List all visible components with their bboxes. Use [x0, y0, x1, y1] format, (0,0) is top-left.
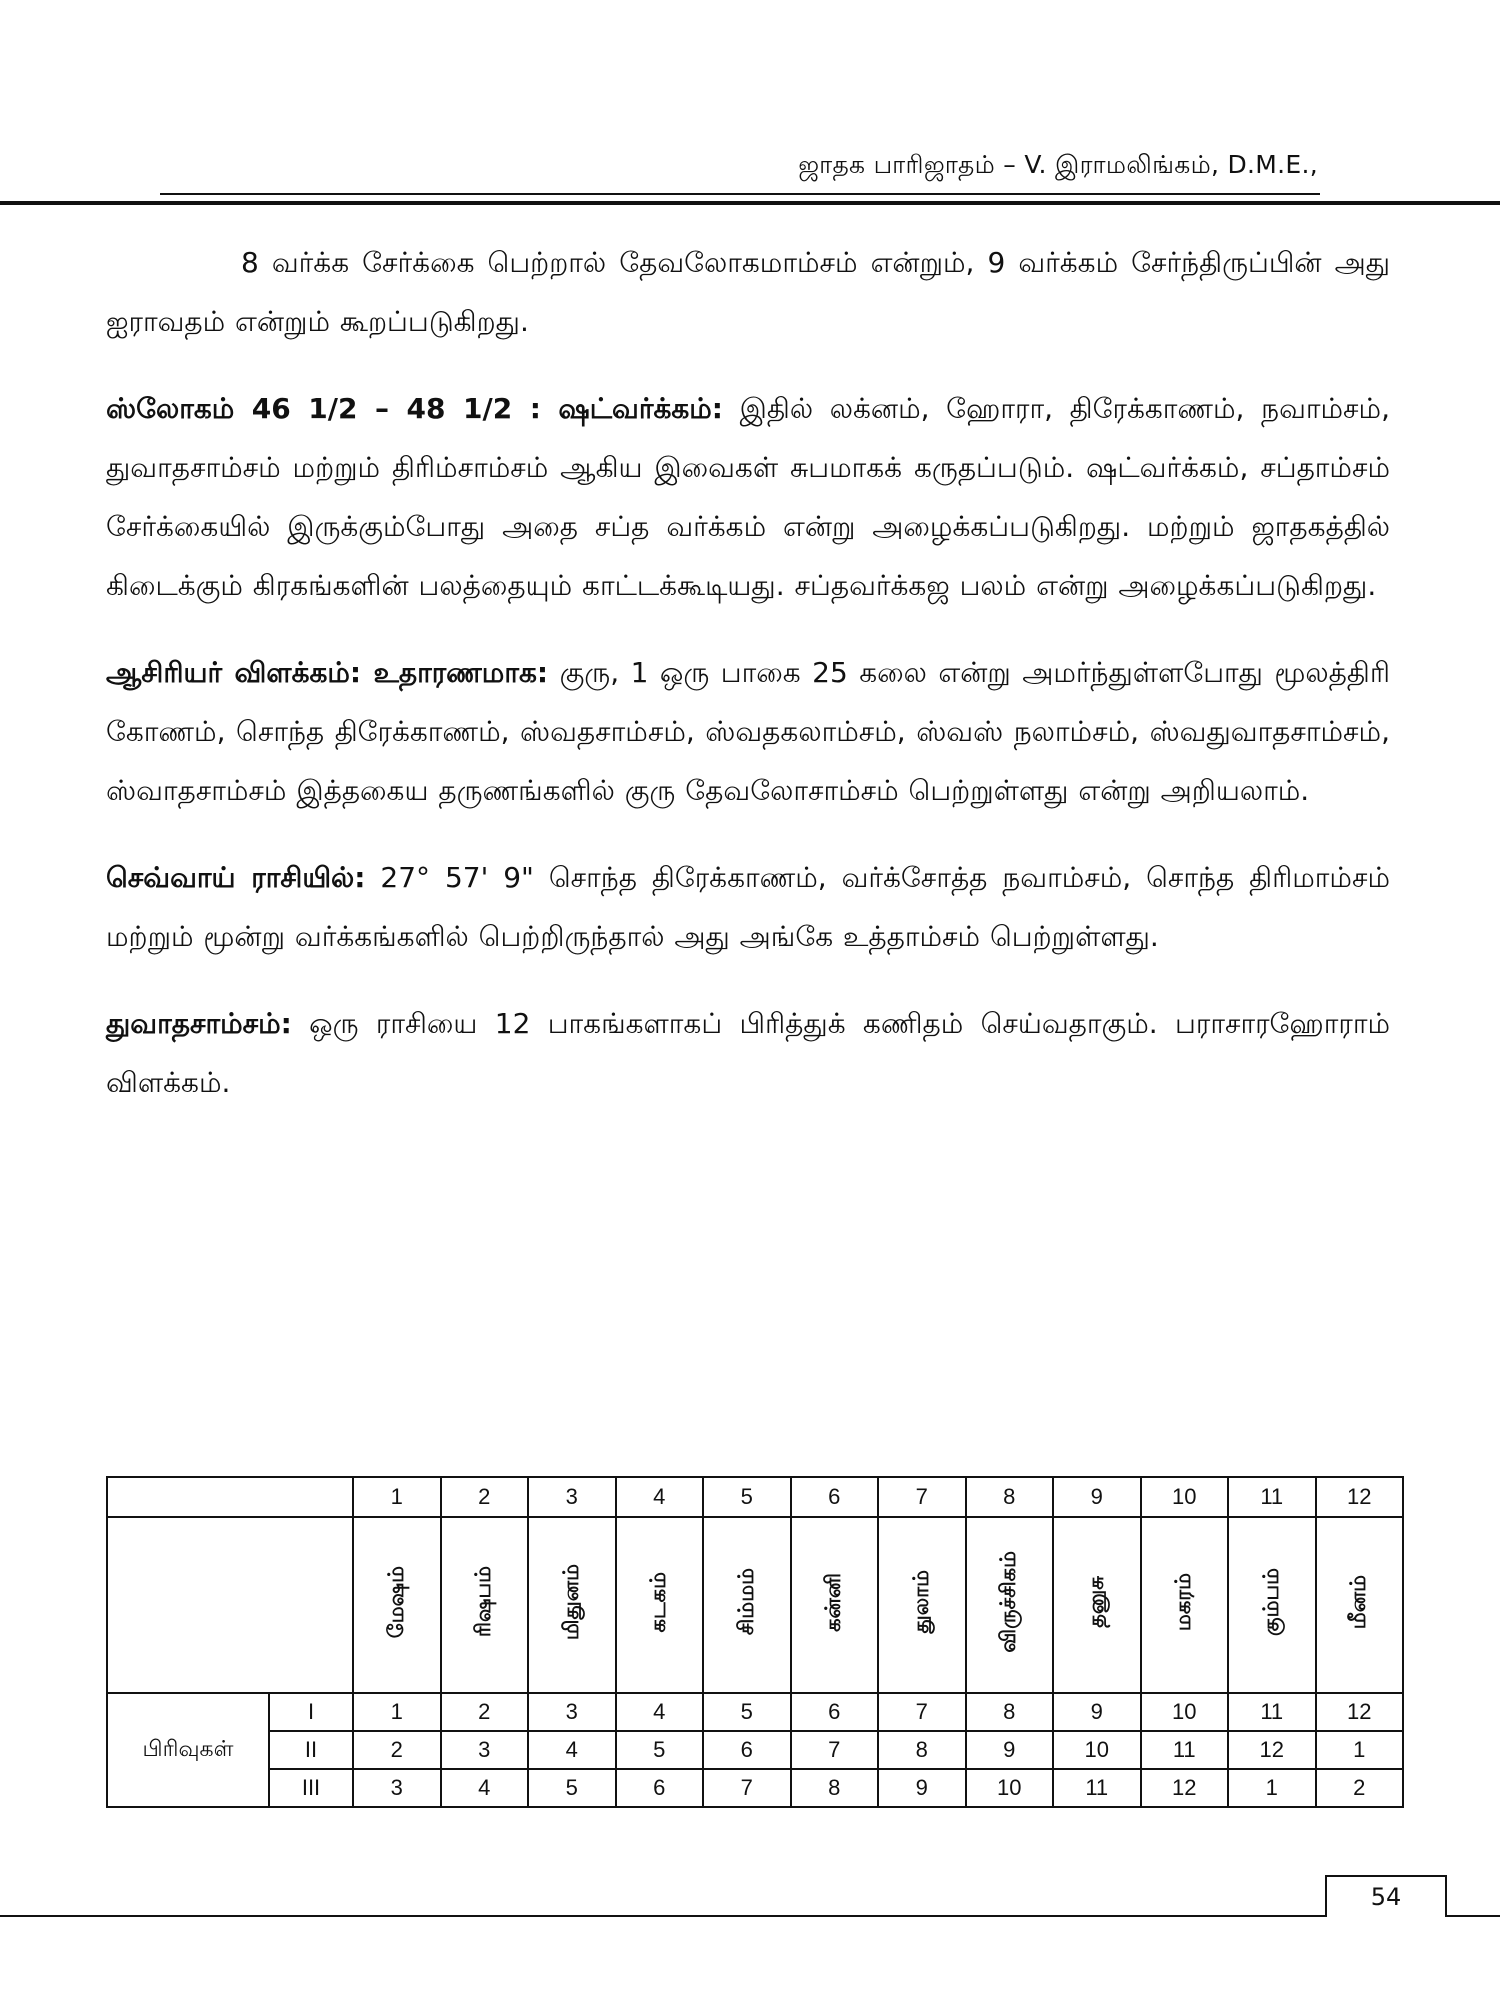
table-cell: 4 — [441, 1769, 529, 1807]
table-cell: 3 — [528, 1693, 616, 1731]
table-cell: 12 — [1228, 1731, 1316, 1769]
table-sign-cell — [878, 1517, 966, 1693]
table-cell: 9 — [966, 1731, 1054, 1769]
table-header-number: 1 — [353, 1477, 441, 1517]
paragraph-3-body: குரு, 1 ஒரு பாகை 25 கலை என்று அமர்ந்துள்ளபோது மூலத்திரி கோணம், சொந்த திரேக்காணம், ஸ்வதசாம்சம், ஸ்வதகலாம்சம், ஸ்வஸ் நலாம்சம், ஸ்வதுவாதசாம்சம், ஸ்வாதசாம்சம் இத்தகைய தருணங்களில் குரு தேவலோசாம்சம் பெற்றுள்ளது என்று அறியலாம். — [106, 656, 1390, 807]
paragraph-1: 8 வர்க்க சேர்க்கை பெற்றால் தேவலோகமாம்சம் என்றும், 9 வர்க்கம் சேர்ந்திருப்பின் அது ஐராவதம் என்றும் கூறப்படுகிறது. — [106, 246, 1390, 338]
table-row-group-label: பிரிவுகள் — [107, 1693, 269, 1807]
table-header-number-row — [107, 1477, 1403, 1517]
table-cell: 8 — [878, 1731, 966, 1769]
table-cell: 11 — [1053, 1769, 1141, 1807]
table-cell: 2 — [353, 1731, 441, 1769]
table-sign-cell — [353, 1517, 441, 1693]
table-cell: 10 — [966, 1769, 1054, 1807]
body-text — [106, 233, 1390, 1140]
table-cell: 8 — [791, 1769, 879, 1807]
header-rule-thick — [0, 201, 1500, 205]
table-blank-cell — [107, 1477, 353, 1517]
table-header-number: 3 — [528, 1477, 616, 1517]
table-division-row — [107, 1769, 1403, 1807]
table-cell: 11 — [1228, 1693, 1316, 1731]
paragraph-3-heading: ஆசிரியர் விளக்கம்: உதாரணமாக: — [106, 656, 549, 689]
table-cell: 7 — [703, 1769, 791, 1807]
table-sign-cell — [1141, 1517, 1229, 1693]
sign-name: மேஷம் — [384, 1565, 408, 1639]
page-number: 54 — [1325, 1875, 1447, 1917]
table-cell: 7 — [791, 1731, 879, 1769]
table-sign-cell — [1228, 1517, 1316, 1693]
table-blank-cell — [107, 1517, 353, 1693]
table-division-row — [107, 1693, 1403, 1731]
table-cell: 6 — [791, 1693, 879, 1731]
table-cell: 1 — [353, 1693, 441, 1731]
table-sign-cell — [791, 1517, 879, 1693]
paragraph-2-heading: ஸ்லோகம் 46 1/2 – 48 1/2 : ஷட்வர்க்கம்: — [106, 392, 723, 425]
table-sign-cell — [1053, 1517, 1141, 1693]
table-header-number: 5 — [703, 1477, 791, 1517]
table-cell: 3 — [441, 1731, 529, 1769]
table-cell: 6 — [703, 1731, 791, 1769]
table-cell: 1 — [1316, 1731, 1404, 1769]
table-cell: 1 — [1228, 1769, 1316, 1807]
table-sign-cell — [1316, 1517, 1404, 1693]
table-cell: 10 — [1053, 1731, 1141, 1769]
table-header-number: 11 — [1228, 1477, 1316, 1517]
table-header-number: 9 — [1053, 1477, 1141, 1517]
sign-name: கன்னி — [822, 1572, 846, 1632]
table-header-number: 8 — [966, 1477, 1054, 1517]
paragraph-5-body: ஒரு ராசியை 12 பாகங்களாகப் பிரித்துக் கணிதம் செய்வதாகும். பராசாரஹோராம் விளக்கம். — [106, 1007, 1390, 1099]
table-sign-cell — [441, 1517, 529, 1693]
footer-rule-tail — [1443, 1915, 1500, 1917]
sign-name: சிம்மம் — [734, 1568, 758, 1636]
paragraph-5-heading: துவாதசாம்சம்: — [106, 1007, 292, 1040]
paragraph-5 — [106, 994, 1390, 1112]
header-rule-thin — [160, 193, 1320, 195]
table-sign-row — [107, 1517, 1403, 1693]
paragraph-4-heading: செவ்வாய் ராசியில்: — [106, 861, 366, 894]
table-header-number: 2 — [441, 1477, 529, 1517]
footer-rule — [0, 1915, 1500, 1917]
table-cell: 11 — [1141, 1731, 1229, 1769]
paragraph-4 — [106, 848, 1390, 966]
table-cell: 8 — [966, 1693, 1054, 1731]
sign-name: கடகம் — [647, 1571, 671, 1633]
paragraph-2 — [106, 379, 1390, 615]
paragraph-3 — [106, 643, 1390, 820]
sign-name: மகரம் — [1172, 1572, 1196, 1632]
paragraph-4-body: 27° 57' 9" சொந்த திரேக்காணம், வர்க்சோத்த நவாம்சம், சொந்த திரிமாம்சம் மற்றும் மூன்று வர்க்கங்களில் பெற்றிருந்தால் அது அங்கே உத்தாம்சம் பெற்றுள்ளது. — [106, 861, 1390, 953]
table-division-label: II — [269, 1731, 353, 1769]
table-cell: 12 — [1141, 1769, 1229, 1807]
table-sign-cell — [703, 1517, 791, 1693]
table-cell: 2 — [441, 1693, 529, 1731]
table-cell: 2 — [1316, 1769, 1404, 1807]
sign-name: ரிஷபம் — [472, 1566, 496, 1638]
table-cell: 3 — [353, 1769, 441, 1807]
sign-name: மீனம் — [1347, 1574, 1371, 1630]
table-cell: 5 — [616, 1731, 704, 1769]
table-header-number: 4 — [616, 1477, 704, 1517]
table-cell: 9 — [878, 1769, 966, 1807]
sign-name: தனுசு — [1084, 1576, 1108, 1628]
table-cell: 12 — [1316, 1693, 1404, 1731]
table-division-label: I — [269, 1693, 353, 1731]
table-sign-cell — [528, 1517, 616, 1693]
table-cell: 7 — [878, 1693, 966, 1731]
running-header: ஜாதக பாரிஜாதம் – V. இராமலிங்கம், D.M.E., — [798, 150, 1318, 179]
table-cell: 4 — [528, 1731, 616, 1769]
table-header-number: 6 — [791, 1477, 879, 1517]
table-cell: 5 — [703, 1693, 791, 1731]
dwadasamsa-table — [106, 1476, 1404, 1808]
paragraph-2-body: இதில் லக்னம், ஹோரா, திரேக்காணம், நவாம்சம், துவாதசாம்சம் மற்றும் திரிம்சாம்சம் ஆகிய இவைகள் சுபமாகக் கருதப்படும். ஷட்வர்க்கம், சப்தாம்சம் சேர்க்கையில் இருக்கும்போது அதை சப்த வர்க்கம் என்று அழைக்கப்படுகிறது. மற்றும் ஜாதகத்தில் கிடைக்கும் கிரகங்களின் பலத்தையும் காட்டக்கூடியது. சப்தவர்க்கஜ பலம் என்று அழைக்கப்படுகிறது. — [106, 392, 1390, 602]
sign-name: விருச்சிகம் — [997, 1551, 1021, 1653]
table-header-number: 7 — [878, 1477, 966, 1517]
table-cell: 6 — [616, 1769, 704, 1807]
table-division-row — [107, 1731, 1403, 1769]
sign-name: கும்பம் — [1259, 1568, 1283, 1636]
sign-name: துலாம் — [909, 1570, 933, 1634]
table-cell: 4 — [616, 1693, 704, 1731]
table-sign-cell — [616, 1517, 704, 1693]
table-header-number: 12 — [1316, 1477, 1404, 1517]
table-sign-cell — [966, 1517, 1054, 1693]
table-header-number: 10 — [1141, 1477, 1229, 1517]
table-cell: 5 — [528, 1769, 616, 1807]
table-cell: 9 — [1053, 1693, 1141, 1731]
table-cell: 10 — [1141, 1693, 1229, 1731]
sign-name: மிதுனம் — [559, 1563, 583, 1641]
table-division-label: III — [269, 1769, 353, 1807]
